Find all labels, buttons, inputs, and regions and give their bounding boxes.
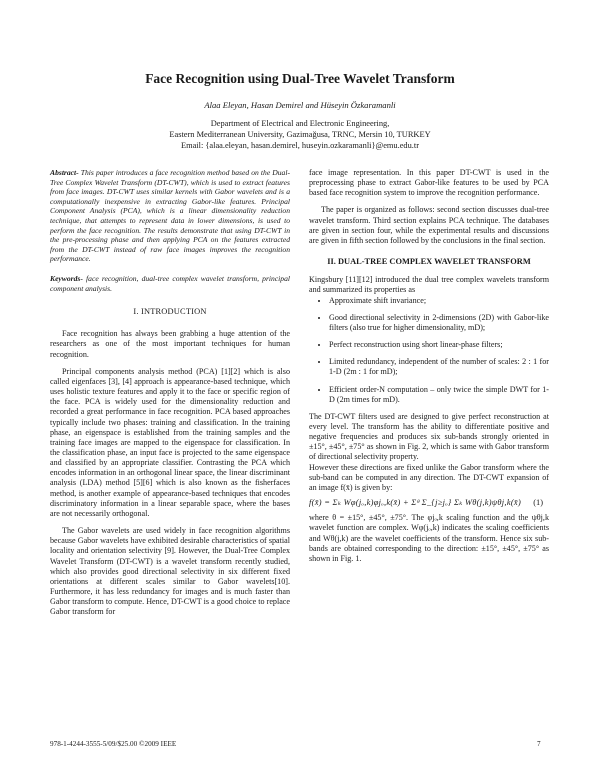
right-column <box>309 168 549 564</box>
abstract-label: Abstract- <box>50 168 79 177</box>
equation-number: (1) <box>533 498 543 508</box>
intro-paragraph-3: The Gabor wavelets are used widely in face recognition algorithms because Gabor wavelets have exhibited desirable characteristics of spatial locality and orientation selectivity [9]. However, the Dual-Tree Complex Wavelet Transform (DT-CWT) is a wavelet transform recently studied, which also provides good directional selectivity in six different fixed orientations at different scales similar to Gabor wavelets[10]. Furthermore, it has less redundancy for images and is much faster than Gabor transform to compute. Hence, DT-CWT is a good choice to replace Gabor transform for <box>50 526 290 617</box>
intro-paragraph-2: Principal components analysis method (PCA) [1][2] which is also called eigenfaces [3], [4] approach is appearance-based technique, which uses holistic texture features and apply it to the face or specific region of the face. PCA is widely used for the dimensionality reduction and recorded a great performance in face recognition. PCA based approaches typically include two phases: training and classification. In the training phase, an eigenspace is established from the training samples and the training face images are mapped to the eigenspace for classification. In the classification phase, an input face is projected to the same eigenspace and classified by an appropriate classifier. Contrasting the PCA which encodes information in an orthogonal linear space, the linear discriminant analysis (LDA) method [5][6] which is also known as the fisherfaces method, is another example of appearance-based techniques that encodes discriminatory information in a linear separable space, where the bases are not necessarily orthogonal. <box>50 366 290 518</box>
list-item: • Good directional selectivity in 2-dimensions (2D) with Gabor-like filters (also true for higher dimensionality, mD); <box>329 313 549 333</box>
section-heading-introduction: I. INTRODUCTION <box>133 307 207 317</box>
keywords <box>50 274 290 293</box>
affiliation-line-2: Eastern Mediterranean University, Gazimağusa, TRNC, Mersin 10, TURKEY <box>169 130 431 139</box>
paper-authors: Alaa Eleyan, Hasan Demirel and Hüseyin Özkaramanli <box>204 100 396 110</box>
list-item: • Efficient order-N computation – only twice the simple DWT for 1-D (2m times for mD). <box>329 385 549 405</box>
abstract-text: This paper introduces a face recognition method based on the Dual-Tree Complex Wavelet Transform (DT-CWT), which is used to extract features from face images. DT-CWT uses similar kernels with Gabor wavelets and is a computationally inexpensive in extracting Gabor-like features. Principal Component Analysis (PCA), which is a linear dimensionality reduction technique, that attempts to represent data in lower dimensions, is used to perform the face recognition. The results demonstrate that using DT-CWT in the pre-processing phase and then applying PCA on the features extracted from the DT-CWT instead of raw face images improves the recognition performance. <box>50 168 290 264</box>
abstract <box>50 168 290 264</box>
keywords-text: face recognition, dual-tree complex wavelet transform, principal component analysis. <box>50 273 290 293</box>
body-paragraph-4: The DT-CWT filters used are designed to give perfect reconstruction at every level. The transform has the ability to differentiate positive and negative frequencies and produces six sub-bands strongly oriented in ±15°, ±45°, ±75° as shown in Fig. 2, which is same with Gabor transform of directional selectivity property. <box>309 411 549 462</box>
body-paragraph-1: face image representation. In this paper DT-CWT is used in the preprocessing phase to extract Gabor-like features to be used by PCA based face recognition system to improve the recognition performance. <box>309 168 549 198</box>
list-item: • Limited redundancy, independent of the number of scales: 2 : 1 for 1-D (2m : 1 for mD); <box>329 357 549 377</box>
list-item: • Approximate shift invariance; <box>329 296 549 306</box>
equation-body: f(x̄) = Σₖ Wφ(jₒ,k)φjₒ,k(x̄) + Σᶿ Σ_{j≥jₒ} Σₖ Wθ(j,k)ψθj,k(x̄) <box>309 498 522 508</box>
body-paragraph-5: However these directions are fixed unlike the Gabor transform where the sub-band can be computed in any direction. The DT-CWT expansion of an image f(x̄) is given by: <box>309 462 549 492</box>
body-paragraph-6: where θ = ±15°, ±45°, ±75°. The φjₒ,k scaling function and the ψθj,k wavelet function are complex. Wφ(jₒ,k) indicates the scaling coefficients and Wθ(j,k) are the wavelet coefficients of the transform. Hence six sub-bands are obtained corresponding to the direction: ±15°, ±45°, ±75° as shown in Fig. 1. <box>309 513 549 563</box>
body-paragraph-2: The paper is organized as follows: second section discusses dual-tree wavelet transform. Third section explains PCA technique. The databases are given in section four, while the experimental results and discussions are given in fifth section followed by the conclusions in the final section. <box>309 205 549 245</box>
affiliation-block <box>0 118 600 151</box>
intro-paragraph-1: Face recognition has always been grabbing a huge attention of the researchers as one of the most important techniques for human recognition. <box>50 329 290 359</box>
list-item: • Perfect reconstruction using short linear-phase filters; <box>329 340 549 350</box>
affiliation-line-1: Department of Electrical and Electronic Engineering, <box>210 119 390 128</box>
page-number: 7 <box>537 740 541 748</box>
body-paragraph-3: Kingsbury [11][12] introduced the dual tree complex wavelets transform and summarized its properties as <box>309 275 549 295</box>
section-heading-dtcwt: II. DUAL-TREE COMPLEX WAVELET TRANSFORM <box>327 257 531 267</box>
paper-title: Face Recognition using Dual-Tree Wavelet Transform <box>145 71 455 86</box>
equation-1 <box>309 498 549 508</box>
left-column <box>50 168 290 618</box>
footer-isbn: 978-1-4244-3555-5/09/$25.00 ©2009 IEEE <box>50 740 177 748</box>
properties-list <box>309 296 549 405</box>
keywords-label: Keywords- <box>50 273 83 283</box>
affiliation-email: Email: {alaa.eleyan, hasan.demirel, huseyin.ozkaramanli}@emu.edu.tr <box>180 141 420 150</box>
